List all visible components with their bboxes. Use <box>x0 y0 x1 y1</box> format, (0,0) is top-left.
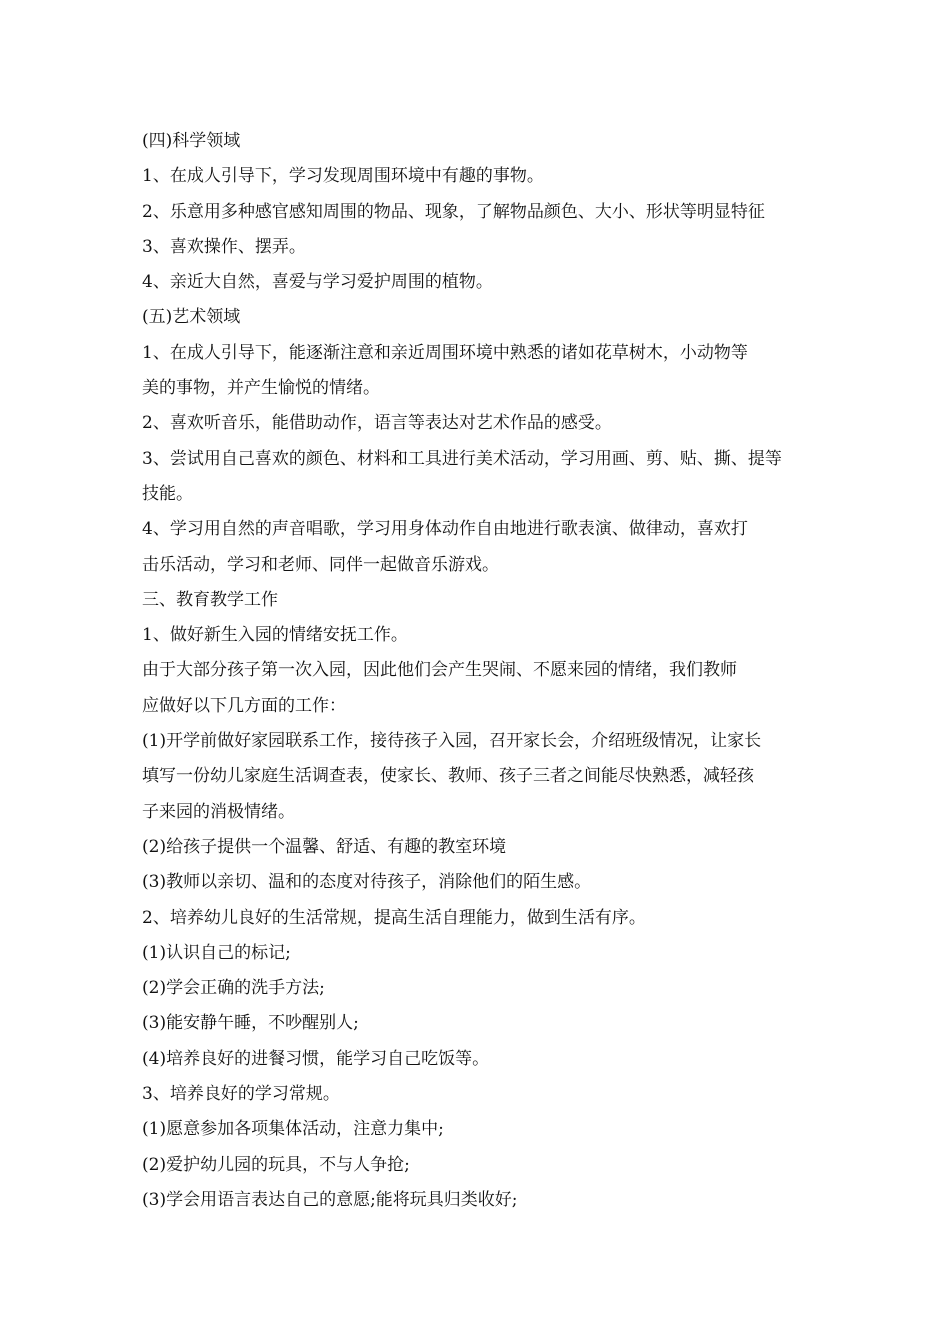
paragraph-line: (1)认识自己的标记; <box>142 942 291 963</box>
paragraph-line: (4)培养良好的进餐习惯，能学习自己吃饭等。 <box>142 1048 490 1069</box>
section-heading-teaching: 三、教育教学工作 <box>142 589 278 610</box>
paragraph-line: 2、喜欢听音乐，能借助动作，语言等表达对艺术作品的感受。 <box>142 413 612 434</box>
paragraph-line: 2、乐意用多种感官感知周围的物品、现象，了解物品颜色、大小、形状等明显特征 <box>142 201 765 222</box>
paragraph-line: 1、在成人引导下，学习发现周围环境中有趣的事物。 <box>142 166 544 187</box>
paragraph-line: (2)学会正确的洗手方法; <box>142 978 325 999</box>
paragraph-line: 1、做好新生入园的情绪安抚工作。 <box>142 625 408 646</box>
paragraph-line: (3)学会用语言表达自己的意愿;能将玩具归类收好; <box>142 1189 518 1210</box>
paragraph-line: (1)开学前做好家园联系工作，接待孩子入园，召开家长会，介绍班级情况，让家长 <box>142 731 762 752</box>
section-heading-science: (四)科学领域 <box>142 131 241 151</box>
paragraph-line: 由于大部分孩子第一次入园，因此他们会产生哭闹、不愿来园的情绪，我们教师 <box>142 660 737 681</box>
paragraph-line: 应做好以下几方面的工作： <box>142 695 346 716</box>
paragraph-line: 3、培养良好的学习常规。 <box>142 1084 340 1105</box>
paragraph-line: (3)教师以亲切、温和的态度对待孩子，消除他们的陌生感。 <box>142 872 592 893</box>
paragraph-line: (1)愿意参加各项集体活动，注意力集中; <box>142 1119 444 1140</box>
paragraph-line: 击乐活动，学习和老师、同伴一起做音乐游戏。 <box>142 554 499 575</box>
paragraph-line: 填写一份幼儿家庭生活调查表，使家长、教师、孩子三者之间能尽快熟悉，减轻孩 <box>142 766 754 787</box>
paragraph-line: 4、学习用自然的声音唱歌，学习用身体动作自由地进行歌表演、做律动，喜欢打 <box>142 519 748 540</box>
paragraph-line: 3、喜欢操作、摆弄。 <box>142 236 306 257</box>
paragraph-line: 技能。 <box>142 483 193 504</box>
paragraph-line: 美的事物，并产生愉悦的情绪。 <box>142 378 380 399</box>
paragraph-line: (2)给孩子提供一个温馨、舒适、有趣的教室环境 <box>142 836 507 857</box>
paragraph-line: (2)爱护幼儿园的玩具，不与人争抢; <box>142 1154 410 1175</box>
paragraph-line: 1、在成人引导下，能逐渐注意和亲近周围环境中熟悉的诸如花草树木，小动物等 <box>142 342 748 363</box>
paragraph-line: (3)能安静午睡，不吵醒别人; <box>142 1013 359 1034</box>
paragraph-line: 2、培养幼儿良好的生活常规，提高生活自理能力，做到生活有序。 <box>142 907 646 928</box>
paragraph-line: 3、尝试用自己喜欢的颜色、材料和工具进行美术活动，学习用画、剪、贴、撕、提等 <box>142 448 782 469</box>
paragraph-line: 子来园的消极情绪。 <box>142 801 295 822</box>
section-heading-art: (五)艺术领域 <box>142 307 241 328</box>
document-page <box>142 124 810 1218</box>
paragraph-line: 4、亲近大自然，喜爱与学习爱护周围的植物。 <box>142 272 493 293</box>
